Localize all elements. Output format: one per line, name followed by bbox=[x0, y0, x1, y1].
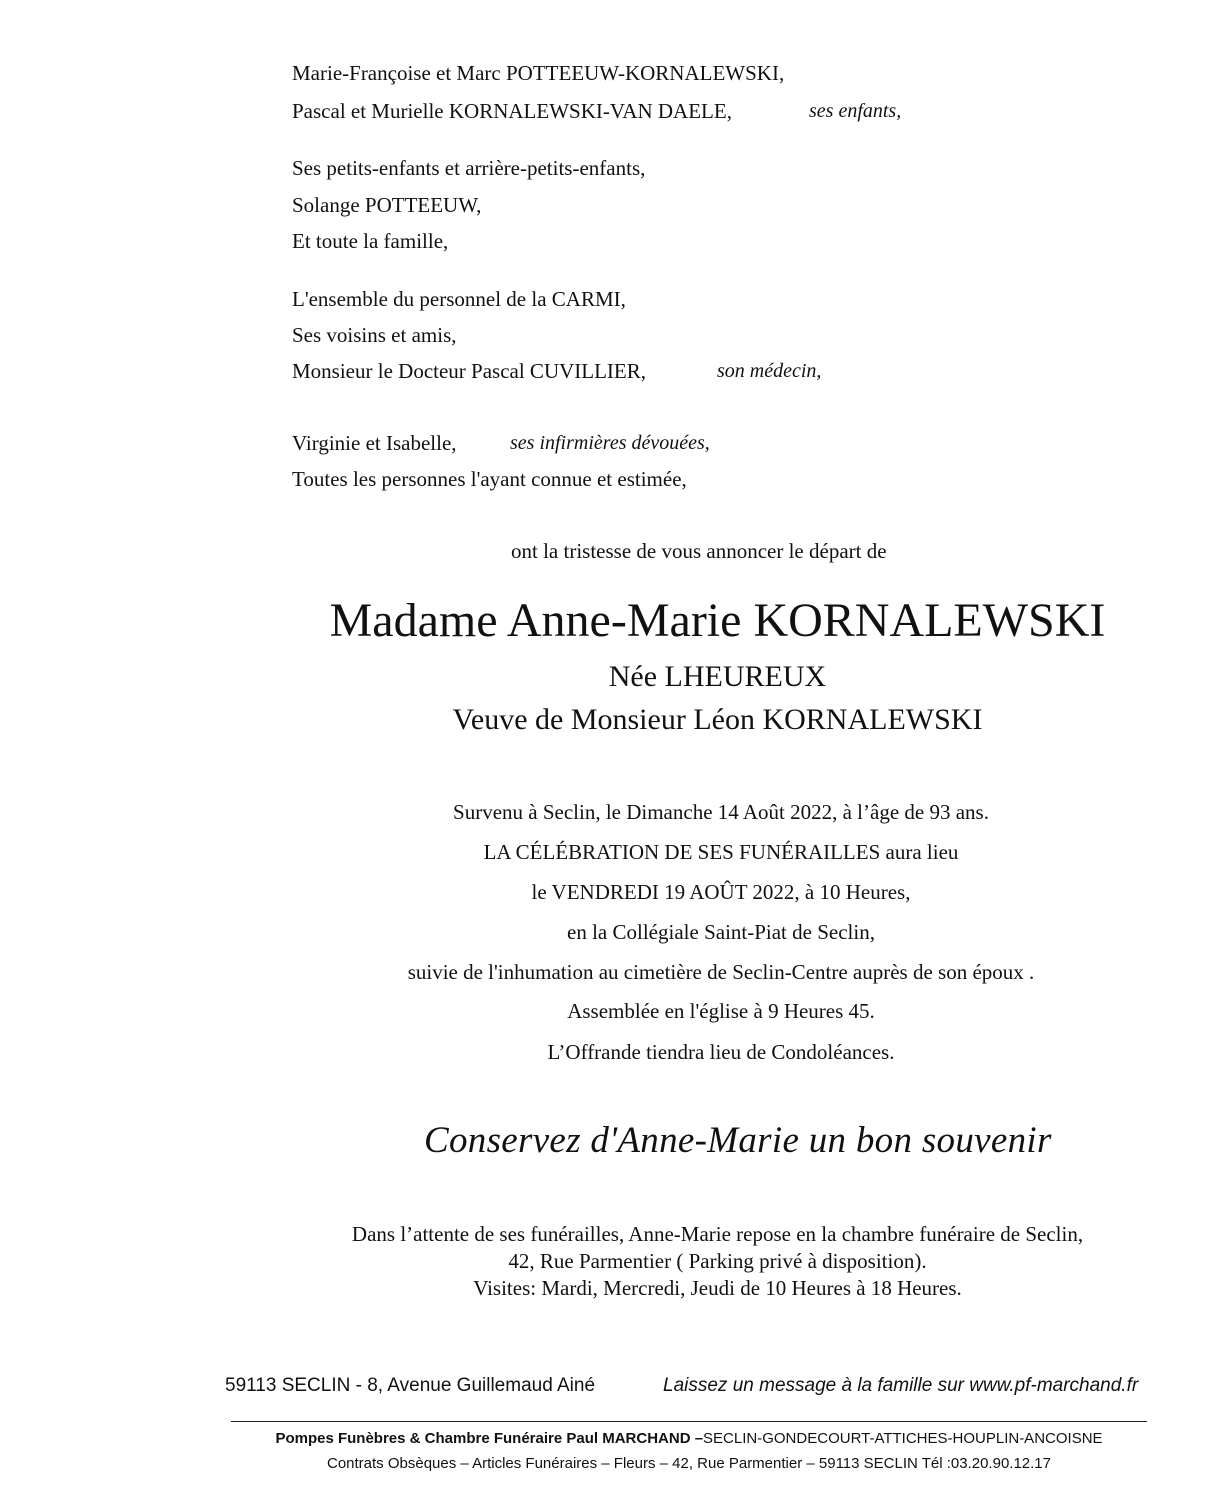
family-line-6: L'ensemble du personnel de la CARMI, bbox=[292, 287, 626, 311]
footer-divider bbox=[231, 1421, 1147, 1422]
family-line-2-role: ses enfants, bbox=[809, 100, 902, 122]
family-line-10: Toutes les personnes l'ayant connue et estimée, bbox=[292, 467, 687, 491]
detail-line-3: le VENDREDI 19 AOÛT 2022, à 10 Heures, bbox=[531, 880, 911, 904]
visits-line-2: 42, Rue Parmentier ( Parking privé à disposition). bbox=[508, 1249, 927, 1273]
family-line-3: Ses petits-enfants et arrière-petits-enfants, bbox=[292, 156, 646, 180]
footer-address: 59113 SECLIN - 8, Avenue Guillemaud Ainé bbox=[225, 1375, 596, 1396]
family-line-1: Marie-Françoise et Marc POTTEEUW-KORNALEWSKI, bbox=[292, 61, 785, 85]
detail-line-1: Survenu à Seclin, le Dimanche 14 Août 2022, à l’âge de 93 ans. bbox=[453, 800, 989, 824]
family-line-9-role: ses infirmières dévouées, bbox=[510, 432, 710, 454]
family-line-8: Monsieur le Docteur Pascal CUVILLIER, bbox=[292, 359, 646, 383]
footer-company-towns: SECLIN-GONDECOURT-ATTICHES-HOUPLIN-ANCOISNE bbox=[703, 1430, 1103, 1447]
souvenir-text: Conservez d'Anne-Marie un bon souvenir bbox=[424, 1120, 1052, 1161]
footer-contracts: Contrats Obsèques – Articles Funéraires – Fleurs – 42, Rue Parmentier – 59113 SECLIN Tél :03.20.90.12.17 bbox=[326, 1455, 1051, 1472]
deceased-maiden-name: Née LHEUREUX bbox=[608, 660, 827, 693]
detail-line-4: en la Collégiale Saint-Piat de Seclin, bbox=[567, 920, 875, 944]
family-line-9: Virginie et Isabelle, bbox=[292, 431, 457, 455]
deceased-widow-of: Veuve de Monsieur Léon KORNALEWSKI bbox=[452, 703, 983, 736]
family-line-2: Pascal et Murielle KORNALEWSKI-VAN DAELE, bbox=[292, 99, 732, 123]
footer-company-name: Pompes Funèbres & Chambre Funéraire Paul MARCHAND – bbox=[275, 1430, 704, 1447]
detail-line-5: suivie de l'inhumation au cimetière de Seclin-Centre auprès de son époux . bbox=[407, 960, 1035, 984]
detail-line-2: LA CÉLÉBRATION DE SES FUNÉRAILLES aura lieu bbox=[483, 840, 959, 864]
deceased-name: Madame Anne-Marie KORNALEWSKI bbox=[329, 594, 1106, 647]
announcement-text: ont la tristesse de vous annoncer le départ de bbox=[511, 539, 887, 563]
footer-company-line bbox=[231, 1430, 1147, 1447]
family-line-4: Solange POTTEEUW, bbox=[292, 193, 482, 217]
family-line-7: Ses voisins et amis, bbox=[292, 323, 457, 347]
visits-line-1: Dans l’attente de ses funérailles, Anne-Marie repose en la chambre funéraire de Seclin, bbox=[351, 1222, 1084, 1246]
family-line-5: Et toute la famille, bbox=[292, 229, 449, 253]
visits-line-3: Visites: Mardi, Mercredi, Jeudi de 10 Heures à 18 Heures. bbox=[473, 1276, 962, 1300]
detail-line-6: Assemblée en l'église à 9 Heures 45. bbox=[567, 999, 875, 1023]
footer-message: Laissez un message à la famille sur www.pf-marchand.fr bbox=[663, 1375, 1139, 1396]
family-line-8-role: son médecin, bbox=[717, 360, 822, 382]
detail-line-7: L’Offrande tiendra lieu de Condoléances. bbox=[547, 1040, 895, 1064]
